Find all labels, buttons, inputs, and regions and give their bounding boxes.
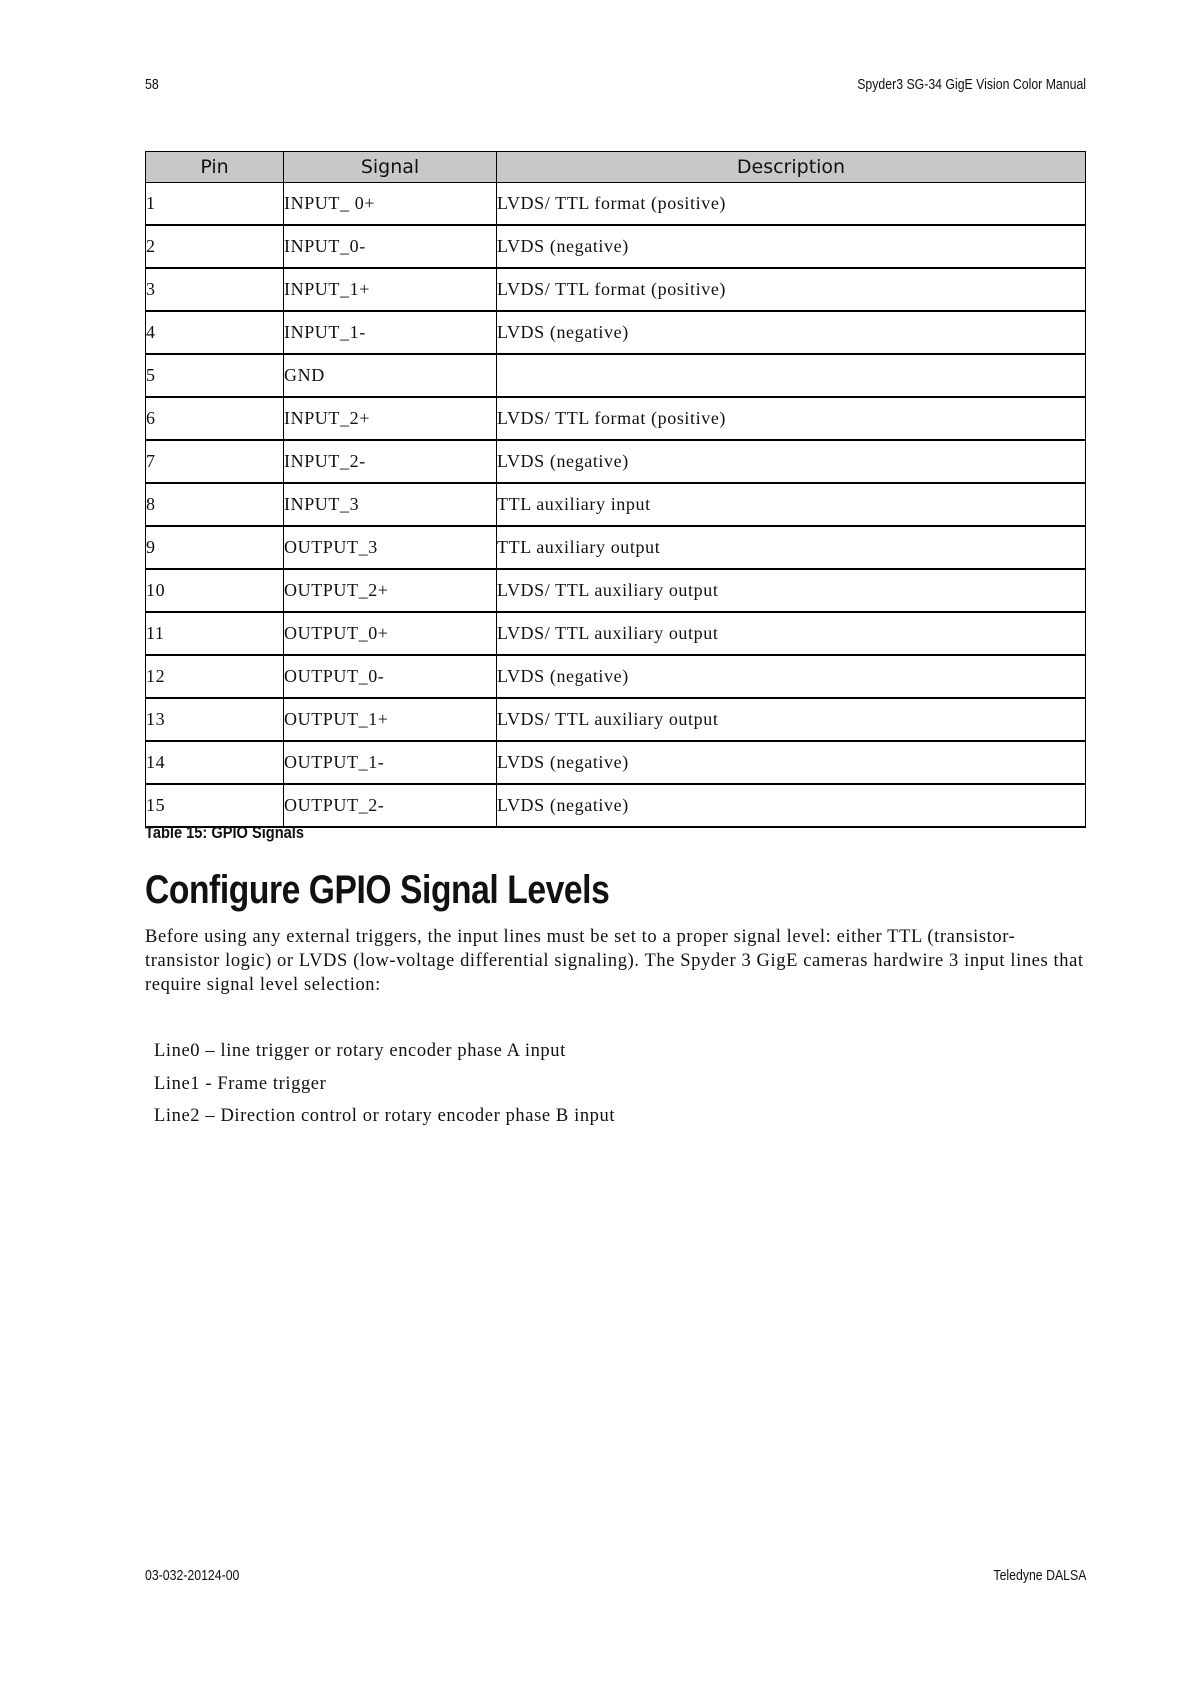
table-row (146, 311, 1086, 354)
signal-cell: OUTPUT_3 (284, 526, 497, 569)
description-cell: LVDS/ TTL auxiliary output (497, 698, 1086, 741)
pin-cell: 10 (146, 569, 284, 612)
table-row (146, 784, 1086, 827)
description-cell: LVDS/ TTL format (positive) (497, 268, 1086, 311)
table-row (146, 397, 1086, 440)
signal-cell: OUTPUT_0- (284, 655, 497, 698)
table-row (146, 698, 1086, 741)
signal-cell: INPUT_1+ (284, 268, 497, 311)
description-cell: TTL auxiliary output (497, 526, 1086, 569)
pin-cell: 2 (146, 225, 284, 268)
pin-cell: 1 (146, 183, 284, 226)
description-cell: LVDS (negative) (497, 440, 1086, 483)
header-signal: Signal (284, 152, 497, 183)
pin-cell: 6 (146, 397, 284, 440)
pin-cell: 5 (146, 354, 284, 397)
description-cell: LVDS/ TTL auxiliary output (497, 612, 1086, 655)
description-cell: LVDS/ TTL format (positive) (497, 183, 1086, 226)
description-cell (497, 354, 1086, 397)
running-header-title: Spyder3 SG-34 GigE Vision Color Manual (857, 76, 1086, 93)
signal-cell: GND (284, 354, 497, 397)
signal-cell: INPUT_3 (284, 483, 497, 526)
table-row (146, 268, 1086, 311)
table-header-row (146, 152, 1086, 183)
description-cell: LVDS (negative) (497, 784, 1086, 827)
signal-cell: INPUT_2- (284, 440, 497, 483)
signal-cell: INPUT_0- (284, 225, 497, 268)
pin-cell: 4 (146, 311, 284, 354)
table-row (146, 440, 1086, 483)
description-cell: LVDS/ TTL auxiliary output (497, 569, 1086, 612)
pin-cell: 15 (146, 784, 284, 827)
gpio-signals-table (145, 151, 1086, 828)
header-pin: Pin (146, 152, 284, 183)
pin-cell: 12 (146, 655, 284, 698)
signal-cell: OUTPUT_2- (284, 784, 497, 827)
pin-cell: 7 (146, 440, 284, 483)
input-lines-list (154, 1039, 615, 1137)
table-caption: Table 15: GPIO Signals (145, 823, 304, 842)
company-name: Teledyne DALSA (993, 1567, 1086, 1584)
table-row (146, 569, 1086, 612)
description-cell: LVDS (negative) (497, 655, 1086, 698)
description-cell: LVDS/ TTL format (positive) (497, 397, 1086, 440)
signal-cell: OUTPUT_2+ (284, 569, 497, 612)
pin-cell: 11 (146, 612, 284, 655)
table-row (146, 354, 1086, 397)
pin-cell: 9 (146, 526, 284, 569)
signal-cell: INPUT_2+ (284, 397, 497, 440)
header-description: Description (497, 152, 1086, 183)
description-cell: LVDS (negative) (497, 741, 1086, 784)
pin-cell: 8 (146, 483, 284, 526)
intro-paragraph: Before using any external triggers, the input lines must be set to a proper signal level: either TTL (transistor-transistor logic) or LVDS (low-voltage differential signaling). The Spyder 3 GigE cameras hardwire 3 input lines that require signal level selection: (145, 927, 1084, 995)
description-cell: LVDS (negative) (497, 311, 1086, 354)
table-row (146, 741, 1086, 784)
table-row (146, 655, 1086, 698)
list-item: Line2 – Direction control or rotary encoder phase B input (154, 1106, 616, 1126)
description-cell: LVDS (negative) (497, 225, 1086, 268)
signal-cell: INPUT_ 0+ (284, 183, 497, 226)
description-cell: TTL auxiliary input (497, 483, 1086, 526)
pin-cell: 14 (146, 741, 284, 784)
signal-cell: OUTPUT_1- (284, 741, 497, 784)
signal-cell: INPUT_1- (284, 311, 497, 354)
section-heading: Configure GPIO Signal Levels (145, 868, 610, 912)
table-row (146, 612, 1086, 655)
list-item: Line0 – line trigger or rotary encoder phase A input (154, 1041, 566, 1061)
page-number: 58 (145, 76, 159, 93)
list-item: Line1 - Frame trigger (154, 1073, 327, 1094)
pin-cell: 13 (146, 698, 284, 741)
document-number: 03-032-20124-00 (145, 1567, 240, 1584)
signal-cell: OUTPUT_0+ (284, 612, 497, 655)
table-row (146, 183, 1086, 226)
table-row (146, 483, 1086, 526)
table-row (146, 526, 1086, 569)
pin-cell: 3 (146, 268, 284, 311)
table-row (146, 225, 1086, 268)
signal-cell: OUTPUT_1+ (284, 698, 497, 741)
